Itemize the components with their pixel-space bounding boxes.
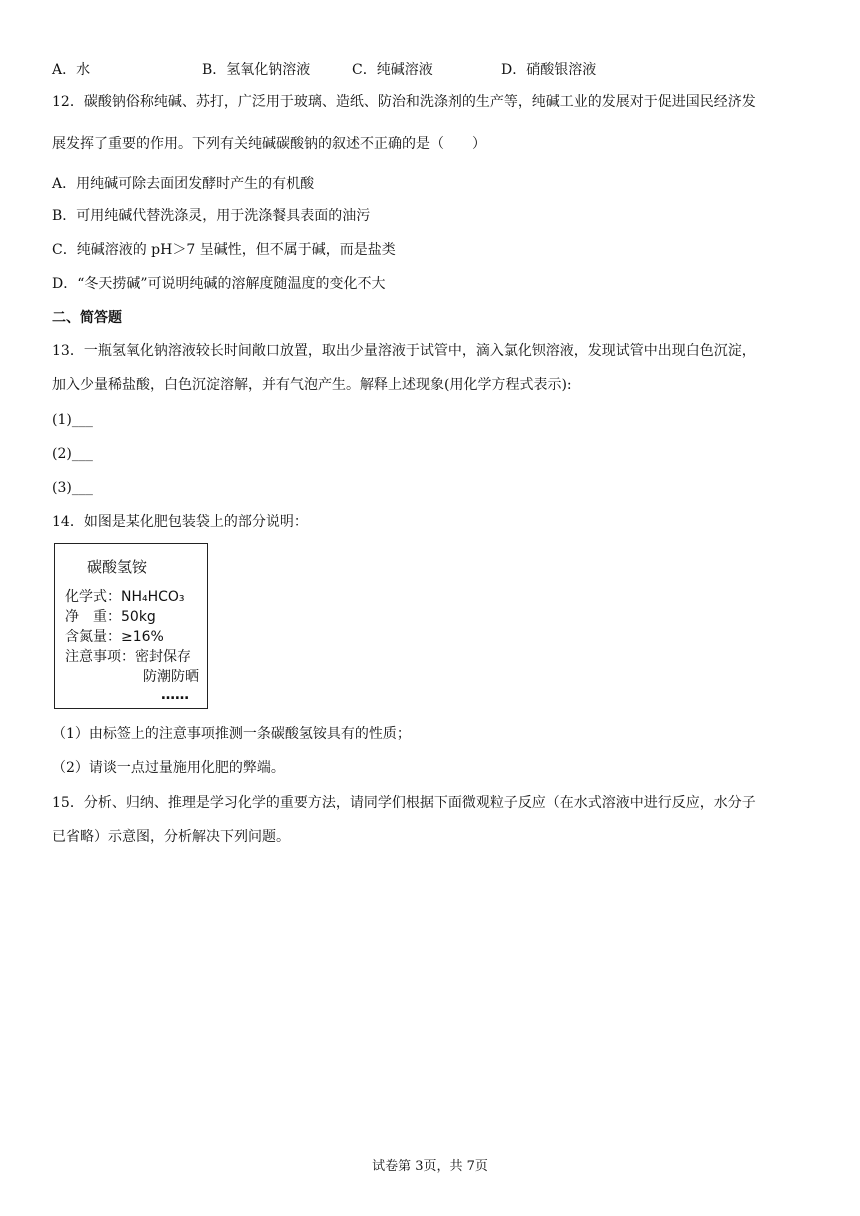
q11-option-c: C．纯碱溶液 [352,62,433,78]
q14-sub2: （2）请谈一点过量施用化肥的弊端。 [52,760,285,776]
label-title: 碳酸氢铵 [87,558,148,576]
q13-stem-line2: 加入少量稀盐酸，白色沉淀溶解，并有气泡产生。解释上述现象(用化学方程式表示): [52,377,572,393]
q11-option-d: D．硝酸银溶液 [501,62,597,78]
label-nitrogen: 含氮量：≥16% [65,629,164,645]
section-heading: 二、简答题 [52,310,122,326]
q15-stem-line2: 已省略）示意图，分析解决下列问题。 [52,829,290,845]
q12-stem-line1: 12．碳酸钠俗称纯碱、苏打，广泛用于玻璃、造纸、防治和洗涤剂的生产等，纯碱工业的发展对于促进国民经济发 [52,94,756,110]
page-footer: 试卷第 3页，共 7页 [372,1159,488,1174]
label-formula: 化学式：NH₄HCO₃ [65,589,185,605]
q11-option-b: B．氢氧化钠溶液 [202,62,311,78]
q15-stem-line1: 15．分析、归纳、推理是学习化学的重要方法，请同学们根据下面微观粒子反应（在水式溶液中进行反应，水分子 [52,795,756,811]
label-weight: 净 重：50kg [65,609,156,625]
q13-blank-2: (2)___ [52,446,93,462]
q13-blank-3: (3)___ [52,480,93,496]
label-notes-2: 防潮防晒 [143,669,199,685]
q13-blank-1: (1)___ [52,412,93,428]
q13-stem-line1: 13．一瓶氢氧化钠溶液较长时间敞口放置，取出少量溶液于试管中，滴入氯化钡溶液，发现试管中出现白色沉淀， [52,343,756,359]
q12-stem-line2: 展发挥了重要的作用。下列有关纯碱碳酸钠的叙述不正确的是（ ） [52,136,486,152]
label-ellipsis: …… [161,687,189,703]
q12-option-b: B．可用纯碱代替洗涤灵，用于洗涤餐具表面的油污 [52,208,371,224]
q11-option-a: A．水 [52,62,91,78]
q14-sub1: （1）由标签上的注意事项推测一条碳酸氢铵具有的性质； [52,726,411,742]
q12-option-d: D．“冬天捞碱”可说明纯碱的溶解度随温度的变化不大 [52,276,386,292]
label-notes: 注意事项：密封保存 [65,649,191,665]
q14-stem: 14．如图是某化肥包装袋上的部分说明： [52,514,308,530]
fertilizer-label [54,543,208,709]
q12-option-a: A．用纯碱可除去面团发酵时产生的有机酸 [52,176,315,192]
q12-option-c: C．纯碱溶液的 pH＞7 呈碱性，但不属于碱，而是盐类 [52,242,396,258]
